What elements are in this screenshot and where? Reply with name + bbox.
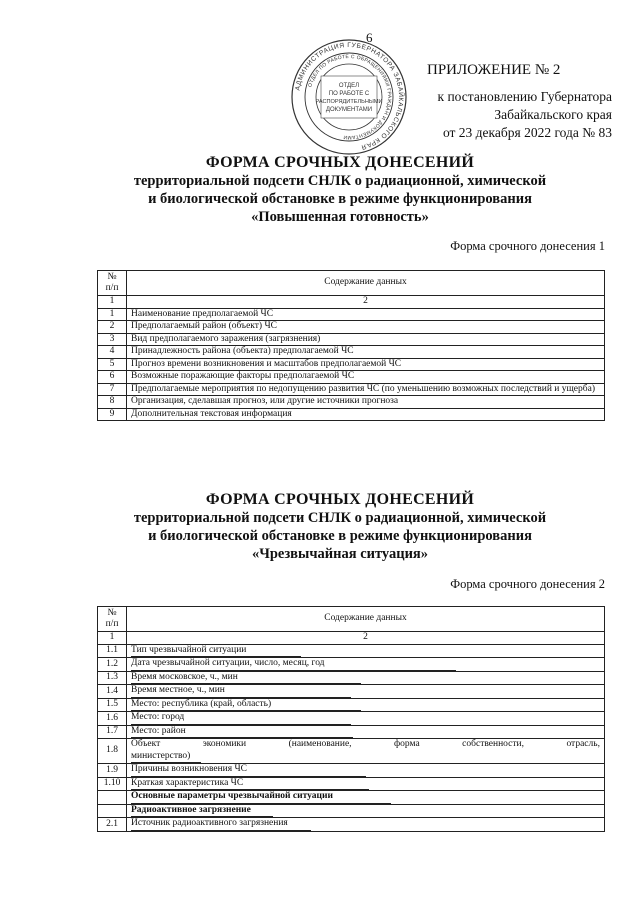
page-number: 6 bbox=[366, 30, 373, 45]
table-row bbox=[98, 658, 605, 672]
row-number: 1.10 bbox=[98, 777, 127, 791]
row-number: 7 bbox=[98, 383, 127, 396]
table-row bbox=[98, 777, 605, 791]
table-index-row bbox=[98, 632, 605, 645]
seal-center-line3: РАСПОРЯДИТЕЛЬНЫМИ bbox=[315, 99, 383, 105]
row-number: 3 bbox=[98, 333, 127, 346]
table-header-row bbox=[98, 607, 605, 632]
col-content-header: Содержание данных bbox=[127, 607, 605, 632]
seal-center-line2: ПО РАБОТЕ С bbox=[328, 91, 370, 97]
table-row bbox=[98, 764, 605, 778]
decree-line3: от 23 декабря 2022 года № 83 bbox=[442, 125, 612, 140]
official-seal bbox=[290, 38, 408, 156]
row-number: 1.2 bbox=[98, 658, 127, 672]
row-text: Предполагаемый район (объект) ЧС bbox=[127, 321, 605, 334]
table-row bbox=[98, 396, 605, 409]
form1-title: ФОРМА СРОЧНЫХ ДОНЕСЕНИЙ bbox=[205, 154, 475, 171]
row-text: Возможные поражающие факторы предполагаемой ЧС bbox=[127, 371, 605, 384]
row-number: 1.1 bbox=[98, 644, 127, 658]
form1-subtitle1: территориальной подсети СНЛК о радиационной, химической bbox=[133, 173, 547, 189]
decree-line2: Забайкальского края bbox=[494, 107, 612, 122]
row-number: 1.8 bbox=[98, 739, 127, 764]
row-text: Время местное, ч., мин bbox=[131, 685, 351, 698]
row-number: 1 bbox=[98, 308, 127, 321]
table-row bbox=[98, 383, 605, 396]
row-text-line2: министерство) bbox=[131, 751, 201, 764]
table-index-row bbox=[98, 296, 605, 309]
table-row bbox=[98, 408, 605, 421]
form2-table bbox=[97, 606, 605, 832]
table-row bbox=[98, 671, 605, 685]
row-text: Предполагаемые мероприятия по недопущению развития ЧС (по уменьшению возможных последствий и ущерба) bbox=[127, 383, 605, 396]
table-row bbox=[98, 333, 605, 346]
row-text: Дополнительная текстовая информация bbox=[127, 408, 605, 421]
index-cell-1: 1 bbox=[98, 632, 127, 645]
section-row bbox=[98, 791, 605, 805]
row-text: Прогноз времени возникновения и масштабов предполагаемой ЧС bbox=[127, 358, 605, 371]
row-number: 8 bbox=[98, 396, 127, 409]
row-number: 1.3 bbox=[98, 671, 127, 685]
seal-outer-text: АДМИНИСТРАЦИЯ ГУБЕРНАТОРА ЗАБАЙКАЛЬСКОГО КРАЯ bbox=[294, 41, 405, 151]
row-number: 1.4 bbox=[98, 685, 127, 699]
form2-label: Форма срочного донесения 2 bbox=[450, 577, 605, 591]
table-row bbox=[98, 308, 605, 321]
row-text: Место: район bbox=[131, 726, 353, 739]
table-row bbox=[98, 739, 605, 764]
form1-label: Форма срочного донесения 1 bbox=[450, 239, 605, 253]
word: отрасль, bbox=[566, 739, 600, 749]
form2-subtitle2: и биологической обстановке в режиме функционирования bbox=[148, 528, 532, 544]
word: Объект bbox=[131, 739, 161, 749]
row-text: Причины возникновения ЧС bbox=[131, 764, 366, 777]
row-text: Вид предполагаемого заражения (загрязнения) bbox=[127, 333, 605, 346]
row-text: Место: город bbox=[131, 712, 351, 725]
row-number: 9 bbox=[98, 408, 127, 421]
form1-title-block bbox=[60, 154, 620, 226]
table-header-row bbox=[98, 271, 605, 296]
index-cell-2: 2 bbox=[127, 296, 605, 309]
row-number: 6 bbox=[98, 371, 127, 384]
row-number: 5 bbox=[98, 358, 127, 371]
row-number: 2 bbox=[98, 321, 127, 334]
form2-title-block bbox=[60, 491, 620, 563]
section-main-params: Основные параметры чрезвычайной ситуации bbox=[131, 791, 391, 804]
form1-subtitle2: и биологической обстановке в режиме функционирования bbox=[148, 191, 532, 207]
table-row bbox=[98, 698, 605, 712]
table-row bbox=[98, 818, 605, 832]
col-number-header: № п/п bbox=[98, 607, 127, 632]
decree-line1: к постановлению Губернатора bbox=[437, 89, 612, 104]
row-number: 4 bbox=[98, 346, 127, 359]
row-text: Источник радиоактивного загрязнения bbox=[131, 818, 311, 831]
table-row bbox=[98, 321, 605, 334]
empty-cell bbox=[98, 791, 127, 805]
appendix-title: ПРИЛОЖЕНИЕ № 2 bbox=[427, 62, 561, 78]
table-row bbox=[98, 644, 605, 658]
row-text: Принадлежность района (объекта) предполагаемой ЧС bbox=[127, 346, 605, 359]
row-number: 2.1 bbox=[98, 818, 127, 832]
row-number: 1.9 bbox=[98, 764, 127, 778]
row-text: Наименование предполагаемой ЧС bbox=[127, 308, 605, 321]
empty-cell bbox=[98, 804, 127, 818]
row-text: Тип чрезвычайной ситуации bbox=[131, 645, 301, 658]
row-text: Время московское, ч., мин bbox=[131, 672, 361, 685]
form2-title: ФОРМА СРОЧНЫХ ДОНЕСЕНИЙ bbox=[205, 491, 475, 508]
form2-subtitle1: территориальной подсети СНЛК о радиационной, химической bbox=[133, 510, 547, 526]
seal-inner-text: ОТДЕЛ ПО РАБОТЕ С ОБРАЩЕНИЯМИ ГРАЖДАН И ДОКУМЕНТАМИ bbox=[307, 53, 393, 141]
section-radioactive: Радиоактивное загрязнение bbox=[131, 805, 273, 818]
row-text: Организация, сделавшая прогноз, или другие источники прогноза bbox=[127, 396, 605, 409]
row-text-line1 bbox=[131, 739, 600, 751]
row-text: Место: республика (край, область) bbox=[131, 699, 361, 712]
row-text: Дата чрезвычайной ситуации, число, месяц, год bbox=[131, 658, 456, 671]
index-cell-2: 2 bbox=[127, 632, 605, 645]
form1-table bbox=[97, 270, 605, 421]
row-number: 1.7 bbox=[98, 725, 127, 739]
table-row bbox=[98, 712, 605, 726]
form2-subtitle3: «Чрезвычайная ситуация» bbox=[251, 546, 429, 562]
table-row bbox=[98, 371, 605, 384]
col-number-header: № п/п bbox=[98, 271, 127, 296]
form1-subtitle3: «Повышенная готовность» bbox=[251, 209, 429, 225]
word: собственности, bbox=[462, 739, 524, 749]
table-row bbox=[98, 685, 605, 699]
table-row bbox=[98, 346, 605, 359]
table-row bbox=[98, 358, 605, 371]
row-text-multiline bbox=[127, 739, 605, 764]
seal-center-line1: ОТДЕЛ bbox=[338, 83, 360, 89]
row-number: 1.5 bbox=[98, 698, 127, 712]
index-cell-1: 1 bbox=[98, 296, 127, 309]
word: форма bbox=[394, 739, 420, 749]
seal-center-line4: ДОКУМЕНТАМИ bbox=[325, 107, 373, 113]
col-content-header: Содержание данных bbox=[127, 271, 605, 296]
table-row bbox=[98, 725, 605, 739]
word: (наименование, bbox=[288, 739, 352, 749]
row-number: 1.6 bbox=[98, 712, 127, 726]
decree-reference bbox=[402, 88, 612, 142]
row-text: Краткая характеристика ЧС bbox=[131, 778, 369, 791]
section-row bbox=[98, 804, 605, 818]
word: экономики bbox=[202, 739, 247, 749]
